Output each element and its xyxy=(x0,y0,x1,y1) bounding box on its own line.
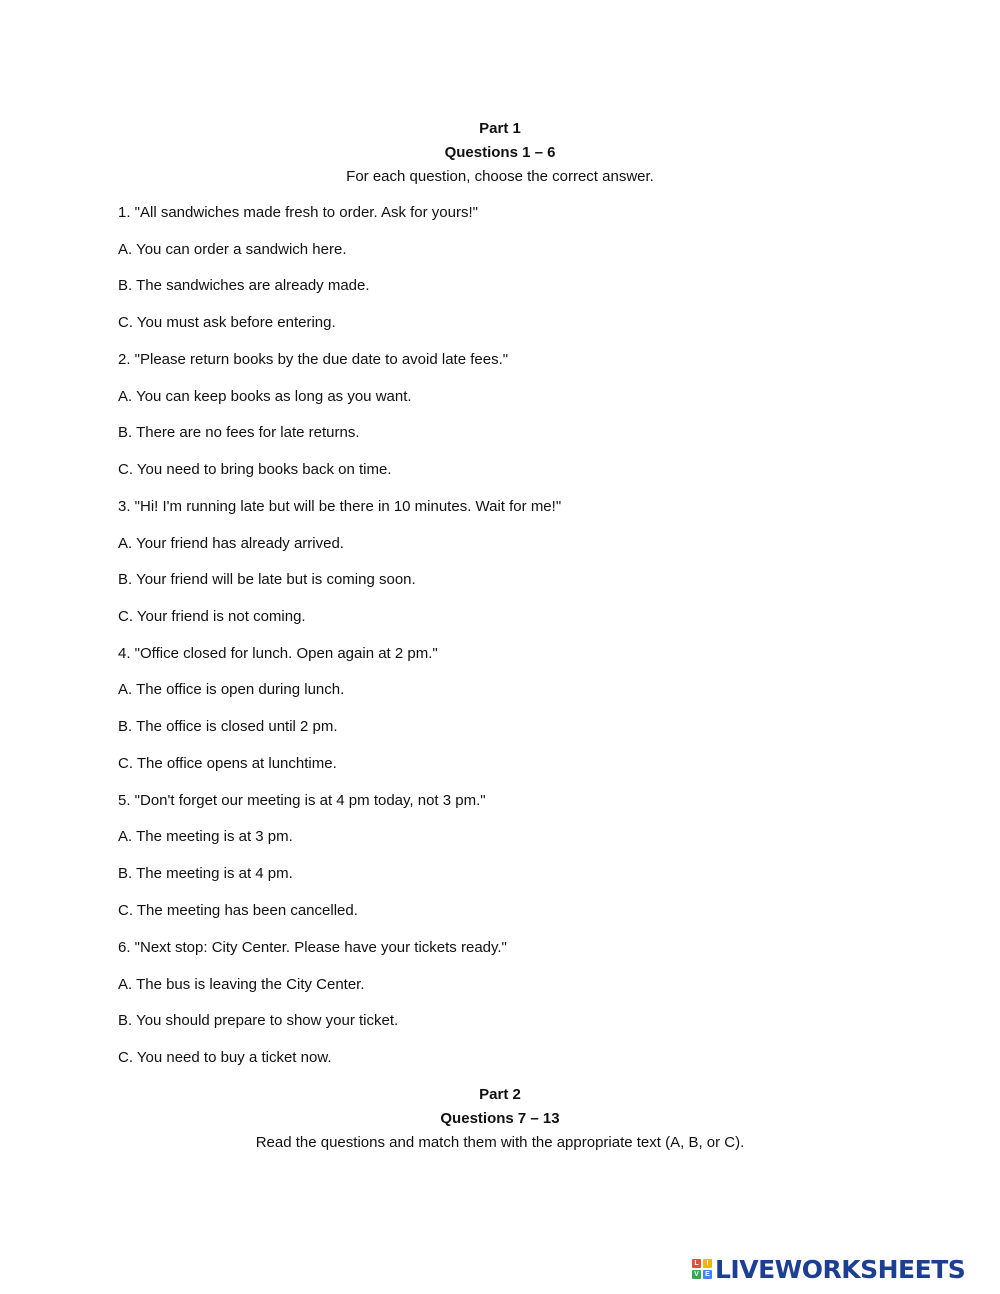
part1-instruction: For each question, choose the correct answer. xyxy=(346,168,654,185)
logo-mark-l: L xyxy=(692,1259,701,1268)
part2-header xyxy=(0,1083,1000,1155)
part2-instruction: Read the questions and match them with the appropriate text (A, B, or C). xyxy=(255,1134,745,1151)
question-3-prompt: 3. "Hi! I'm running late but will be there in 10 minutes. Wait for me!" xyxy=(118,498,562,515)
question-1-prompt: 1. "All sandwiches made fresh to order. Ask for yours!" xyxy=(118,204,478,221)
logo-mark-icon xyxy=(692,1259,712,1279)
question-3-option-b: B. Your friend will be late but is coming soon. xyxy=(118,571,416,588)
question-4-option-c: C. The office opens at lunchtime. xyxy=(118,755,337,772)
question-6-option-b: B. You should prepare to show your ticket. xyxy=(118,1012,399,1029)
question-6-prompt: 6. "Next stop: City Center. Please have your tickets ready." xyxy=(118,939,507,956)
question-1-option-c: C. You must ask before entering. xyxy=(118,314,336,331)
question-2-option-b: B. There are no fees for late returns. xyxy=(118,424,360,441)
question-3-option-c: C. Your friend is not coming. xyxy=(118,608,306,625)
question-1-option-a: A. You can order a sandwich here. xyxy=(118,241,347,258)
question-4-prompt: 4. "Office closed for lunch. Open again at 2 pm." xyxy=(118,645,438,662)
logo-mark-v: V xyxy=(692,1270,701,1279)
question-5-option-c: C. The meeting has been cancelled. xyxy=(118,902,358,919)
question-1-option-b: B. The sandwiches are already made. xyxy=(118,277,370,294)
part1-header xyxy=(0,117,1000,189)
part2-title: Part 2 xyxy=(479,1086,521,1103)
question-5-option-a: A. The meeting is at 3 pm. xyxy=(118,828,293,845)
question-4-option-a: A. The office is open during lunch. xyxy=(118,681,345,698)
question-2-prompt: 2. "Please return books by the due date to avoid late fees." xyxy=(118,351,509,368)
part1-questions-range: Questions 1 – 6 xyxy=(444,144,556,161)
logo-mark-i: I xyxy=(703,1259,712,1268)
question-6-option-c: C. You need to buy a ticket now. xyxy=(118,1049,332,1066)
question-3-option-a: A. Your friend has already arrived. xyxy=(118,535,344,552)
part2-questions-range: Questions 7 – 13 xyxy=(440,1110,560,1127)
part1-title: Part 1 xyxy=(479,120,521,137)
liveworksheets-logo xyxy=(692,1254,965,1284)
question-5-prompt: 5. "Don't forget our meeting is at 4 pm today, not 3 pm." xyxy=(118,792,486,809)
question-5-option-b: B. The meeting is at 4 pm. xyxy=(118,865,293,882)
logo-text: LIVEWORKSHEETS xyxy=(715,1254,966,1284)
logo-mark-e: E xyxy=(703,1270,712,1279)
question-4-option-b: B. The office is closed until 2 pm. xyxy=(118,718,338,735)
question-6-option-a: A. The bus is leaving the City Center. xyxy=(118,976,365,993)
question-2-option-a: A. You can keep books as long as you want. xyxy=(118,388,412,405)
question-2-option-c: C. You need to bring books back on time. xyxy=(118,461,392,478)
